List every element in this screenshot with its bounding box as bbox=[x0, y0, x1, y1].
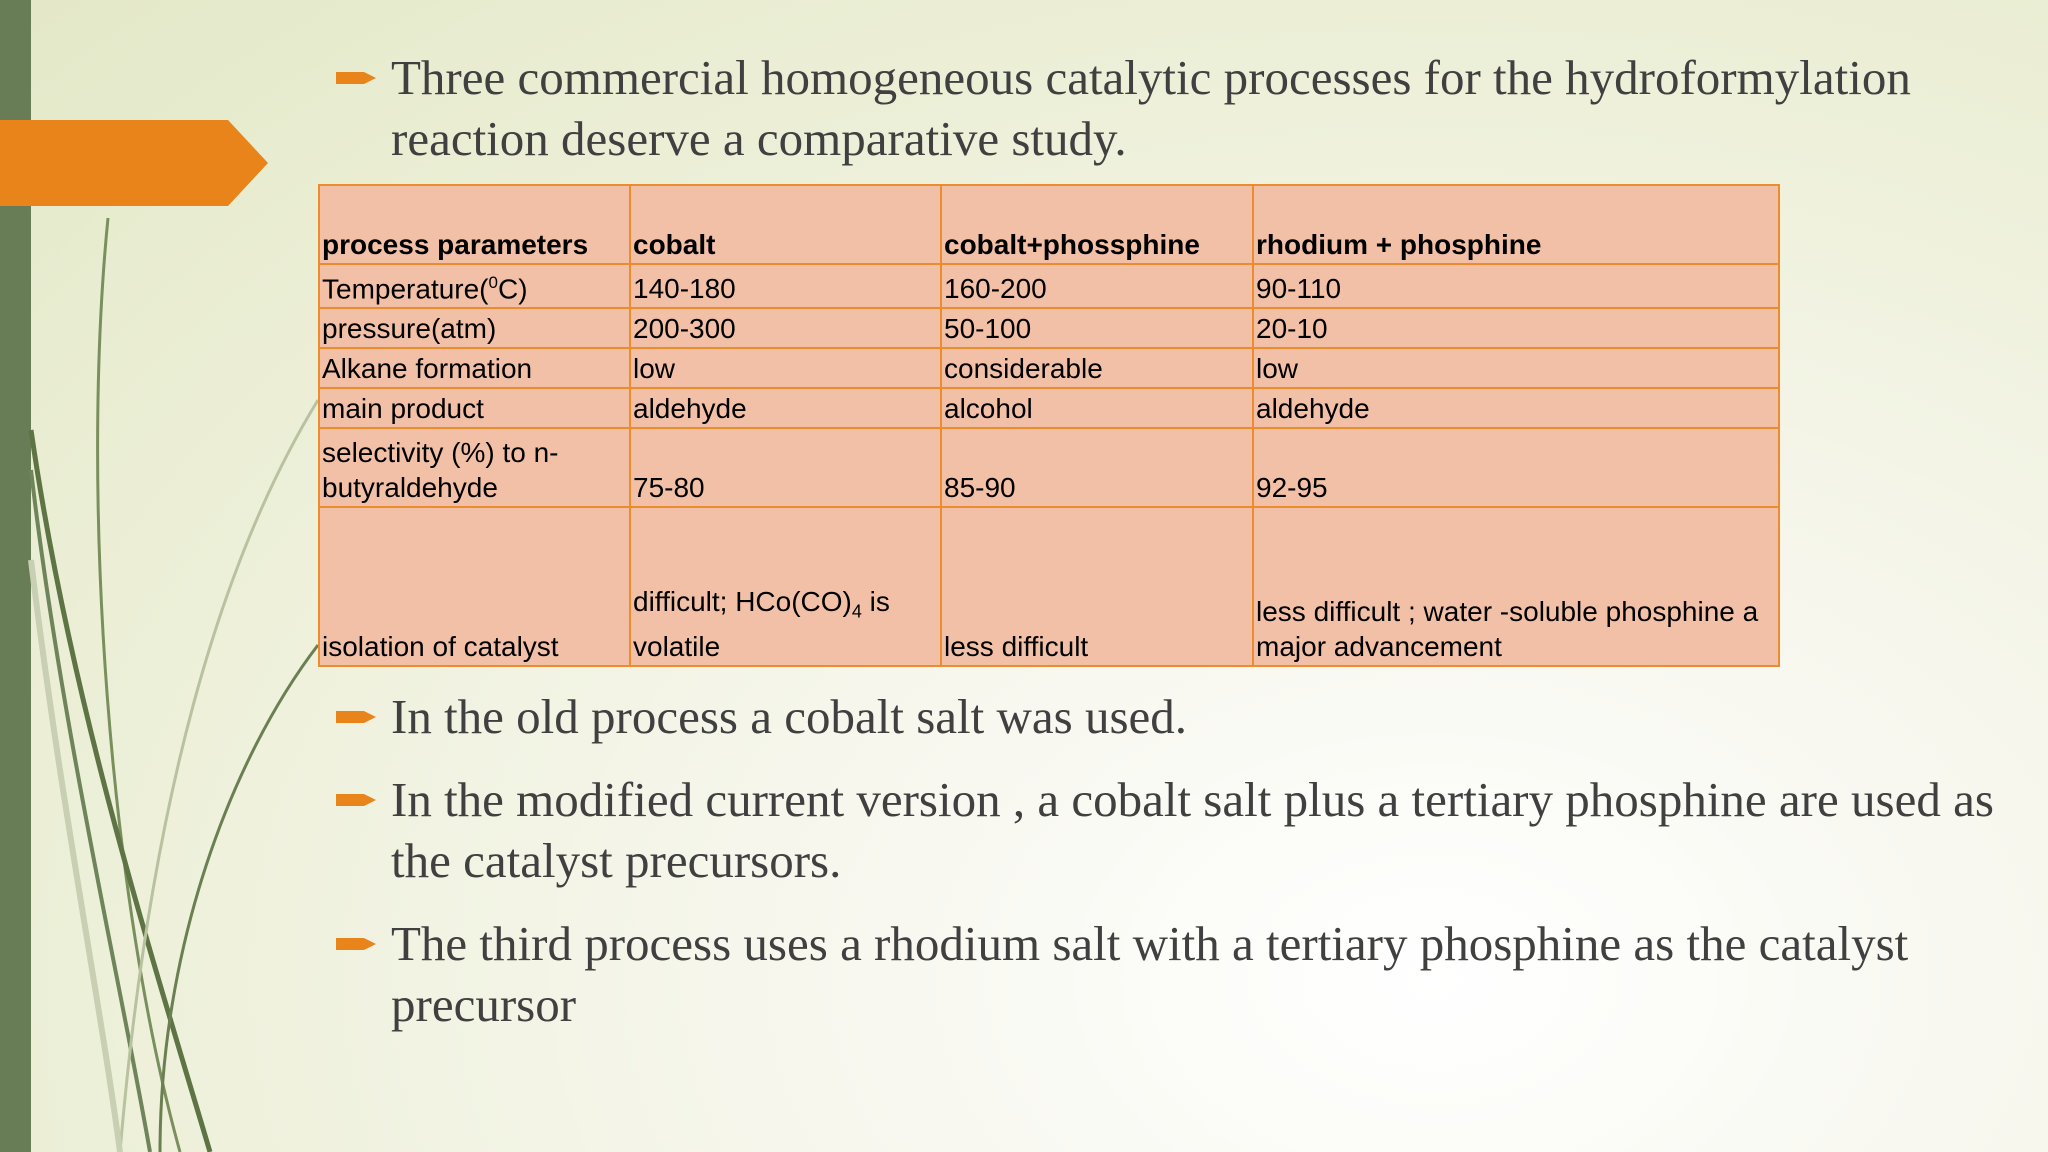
header-cell: cobalt+phossphine bbox=[941, 185, 1253, 264]
isolation-cobalt-cell bbox=[630, 507, 941, 666]
temperature-label: Temperature( bbox=[322, 273, 489, 305]
orange-arrow-banner bbox=[0, 120, 270, 206]
bullet-item bbox=[336, 686, 2016, 747]
header-cell: process parameters bbox=[319, 185, 630, 264]
table-cell: low bbox=[1253, 348, 1779, 388]
table-row bbox=[319, 308, 1779, 348]
isolation-cobalt-text-end: is volatile bbox=[633, 585, 890, 663]
formula-subscript: 4 bbox=[851, 601, 862, 622]
table-cell: isolation of catalyst bbox=[319, 507, 630, 666]
temperature-label-cell bbox=[319, 264, 630, 308]
table-cell: 20-10 bbox=[1253, 308, 1779, 348]
bullet-text: The third process uses a rhodium salt with a tertiary phosphine as the catalyst precursor bbox=[391, 916, 1909, 1032]
comparison-table bbox=[318, 184, 1780, 667]
table-row bbox=[319, 348, 1779, 388]
table-cell: pressure(atm) bbox=[319, 308, 630, 348]
arrow-bullet-icon bbox=[336, 67, 376, 89]
table-cell: 160-200 bbox=[941, 264, 1253, 308]
intro-bullet bbox=[336, 47, 2016, 169]
table-cell: 90-110 bbox=[1253, 264, 1779, 308]
table-row bbox=[319, 428, 1779, 507]
table-cell: considerable bbox=[941, 348, 1253, 388]
table-cell: aldehyde bbox=[1253, 388, 1779, 428]
arrow-bullet-icon bbox=[336, 706, 376, 728]
bullet-item bbox=[336, 913, 2016, 1035]
table-cell: 140-180 bbox=[630, 264, 941, 308]
intro-bullet-list bbox=[336, 47, 2016, 169]
table-cell: 50-100 bbox=[941, 308, 1253, 348]
table-row bbox=[319, 388, 1779, 428]
table-cell: 75-80 bbox=[630, 428, 941, 507]
table-cell: less difficult bbox=[941, 507, 1253, 666]
temperature-unit: C) bbox=[497, 273, 528, 305]
table-cell: Alkane formation bbox=[319, 348, 630, 388]
table-row bbox=[319, 264, 1779, 308]
table-cell: selectivity (%) to n-butyraldehyde bbox=[319, 428, 630, 507]
bullet-item bbox=[336, 769, 2016, 891]
table-cell: 85-90 bbox=[941, 428, 1253, 507]
table-cell: aldehyde bbox=[630, 388, 941, 428]
table-cell: 200-300 bbox=[630, 308, 941, 348]
arrow-bullet-icon bbox=[336, 789, 376, 811]
degree-superscript: 0 bbox=[488, 273, 498, 292]
table-cell: alcohol bbox=[941, 388, 1253, 428]
isolation-cobalt-text: difficult; HCo(CO) bbox=[633, 585, 852, 617]
table-header-row bbox=[319, 185, 1779, 264]
intro-bullet-text: Three commercial homogeneous catalytic processes for the hydroformylation reaction deserve a comparative study. bbox=[391, 50, 1911, 166]
table-cell: 92-95 bbox=[1253, 428, 1779, 507]
detail-bullet-list bbox=[336, 686, 2016, 1057]
table-cell: main product bbox=[319, 388, 630, 428]
header-cell: cobalt bbox=[630, 185, 941, 264]
table-cell: low bbox=[630, 348, 941, 388]
table-cell: less difficult ; water -soluble phosphine a major advancement bbox=[1253, 507, 1779, 666]
arrow-bullet-icon bbox=[336, 933, 376, 955]
bullet-text: In the old process a cobalt salt was used. bbox=[391, 689, 1188, 744]
header-cell: rhodium + phosphine bbox=[1253, 185, 1779, 264]
bullet-text: In the modified current version , a cobalt salt plus a tertiary phosphine are used as the catalyst precursors. bbox=[391, 772, 1994, 888]
table-row bbox=[319, 507, 1779, 666]
